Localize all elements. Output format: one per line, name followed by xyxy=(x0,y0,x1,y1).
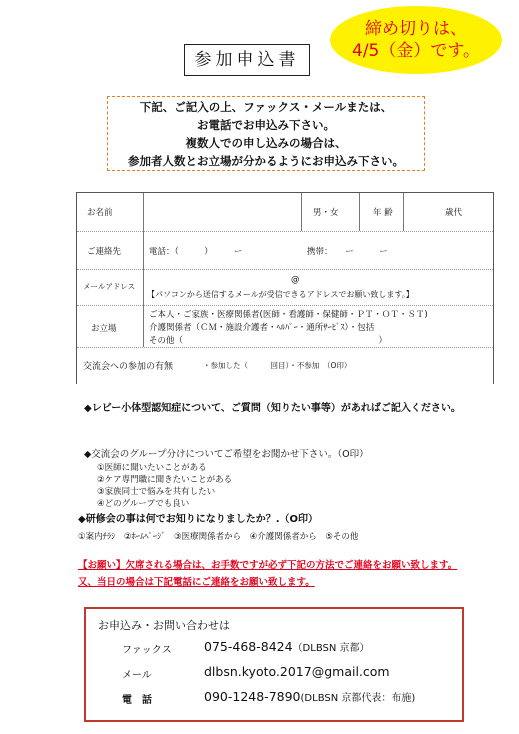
notice-line-2: お電話でお申込み下さい。 xyxy=(197,118,335,132)
notice-line-3: 複数人での申し込みの場合は、 xyxy=(185,136,347,150)
contact-label: ご連絡先 xyxy=(87,247,122,257)
group-option-2[interactable]: ②ケア専門職に聞きたいことがある xyxy=(97,475,233,485)
question-1-answer-area[interactable] xyxy=(84,416,484,442)
exchange-options[interactable]: ・参加した（ 回目）・不参加 （O印） xyxy=(203,361,352,370)
contact-title: お申込み・お問い合わせは xyxy=(98,619,230,632)
age-unit[interactable]: 歳代 xyxy=(445,208,463,218)
deadline-badge xyxy=(330,6,502,74)
group-option-1[interactable]: ①医師に聞いたいことがある xyxy=(97,463,207,473)
mail-value[interactable]: dlbsn.kyoto.2017@gmail.com xyxy=(204,664,390,679)
age-label: 年 齢 xyxy=(373,208,393,218)
form-row-position xyxy=(77,305,493,348)
deadline-line1: 締め切りは、 xyxy=(365,19,467,39)
tel-note: (DLBSN 京都代表：布施) xyxy=(300,693,416,704)
position-option-2[interactable]: 介護関係者（ＣＭ・施設介護者・ﾍﾙﾊﾟｰ・通所ｻｰﾋﾞｽ）・包括 xyxy=(149,323,375,333)
contact-box xyxy=(84,607,464,722)
fax-value xyxy=(204,639,370,654)
group-option-4[interactable]: ④どのグループでも良い xyxy=(97,499,190,509)
form-row-exchange xyxy=(77,347,493,384)
notice-line-4: 参加者人数とお立場が分かるようにお申込み下さい。 xyxy=(128,154,404,168)
form-row-contact xyxy=(77,231,493,270)
fax-number: 075-468-8424 xyxy=(204,639,293,654)
email-field[interactable]: @ xyxy=(291,275,300,285)
warning-line-1: 【お願い】欠席される場合は、お手数ですが必ず下記の方法でご連絡をお願い致します。 xyxy=(78,560,458,571)
position-option-3[interactable]: その他（ ） xyxy=(149,336,388,346)
notice-box xyxy=(107,96,425,171)
divider xyxy=(301,193,302,231)
position-option-1[interactable]: ご本人・ご家族・医療関係者(医師・看護師・保健師・ＰＴ・ＯＴ・ＳＴ) xyxy=(149,310,428,320)
name-field[interactable] xyxy=(147,195,301,227)
phone-field[interactable]: 電話：（ ） ー xyxy=(149,247,243,257)
warning-line-2: 又、当日の場合は下記電話にご連絡をお願い致します。 xyxy=(78,577,315,588)
notice-line-1: 下記、ご記入の上、ファックス・メールまたは、 xyxy=(139,100,393,114)
form-row-name xyxy=(77,193,493,231)
tel-value xyxy=(204,689,415,704)
exchange-label: 交流会への参加の有無 xyxy=(83,362,174,372)
tel-label: 電 話 xyxy=(122,695,152,706)
question-2: ◆交流会のグループ分けについてご希望をお聞かせ下さい。（O印） xyxy=(84,449,369,460)
deadline-line2: 4/5（金）です。 xyxy=(352,41,480,61)
group-option-3[interactable]: ③家族同士で悩みを共有したい xyxy=(97,487,216,497)
fax-note: （DLBSN 京都） xyxy=(292,643,370,654)
divider xyxy=(403,193,404,231)
email-label: メールアドレス xyxy=(83,282,136,291)
tel-number[interactable]: 090-1248-7890 xyxy=(204,689,301,704)
form-row-email xyxy=(77,269,493,306)
fax-label: ファックス xyxy=(122,645,172,656)
divider xyxy=(359,193,360,231)
page-title: 参加申込書 xyxy=(184,44,310,76)
mail-label: メール xyxy=(122,670,152,681)
warning-note xyxy=(78,557,457,591)
name-label: お名前 xyxy=(87,208,113,218)
gender-select[interactable]: 男・女 xyxy=(313,208,339,218)
position-label: お立場 xyxy=(91,324,117,334)
mobile-field[interactable]: 携帯： ー ー xyxy=(307,247,388,257)
question-3: ◆研修会の事は何でお知りになりましたか？.（O印） xyxy=(78,514,318,525)
application-form xyxy=(76,192,494,384)
email-note: 【パソコンから送信するメールが受信できるアドレスでお願い致します。】 xyxy=(147,290,414,299)
source-options[interactable]: ①案内ﾁﾗｼ ②ﾎｰﾑﾍﾟｰｼﾞ ③医療関係者から ④介護関係者から ⑤その他 xyxy=(78,532,359,542)
question-1: ◆レビー小体型認知症について、ご質問（知りたい事等）があればご記入ください。 xyxy=(84,403,461,414)
